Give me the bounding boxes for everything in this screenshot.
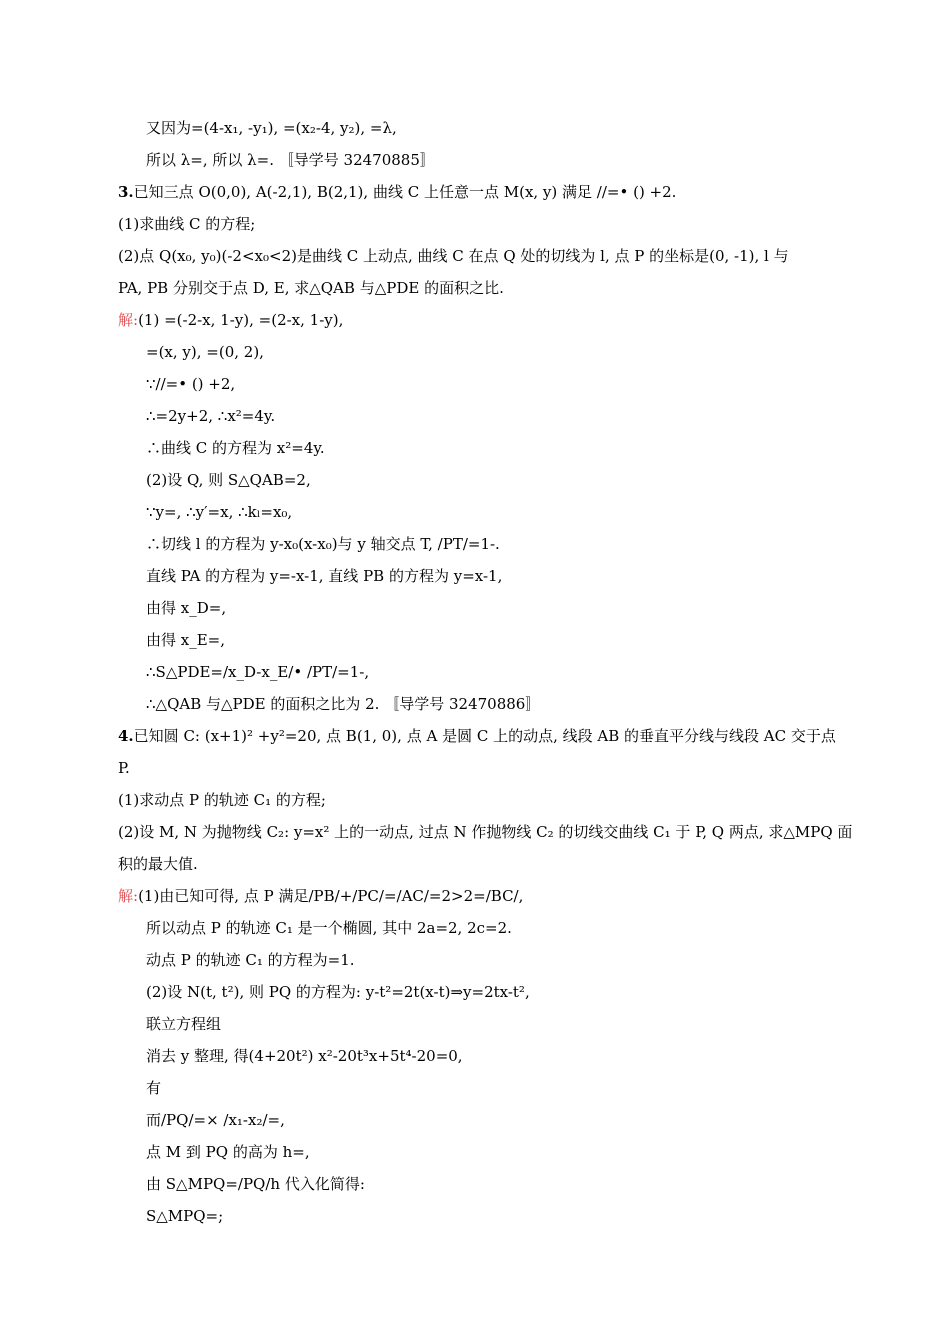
text-line: (2)设 M, N 为抛物线 C₂: y=x² 上的一动点, 过点 N 作抛物线 C₂ 的切线交曲线 C₁ 于 P, Q 两点, 求△MPQ 面	[118, 823, 853, 841]
text-line: 点 M 到 PQ 的高为 h=,	[146, 1143, 310, 1161]
text-line: 而/PQ/=× /x₁-x₂/=,	[146, 1111, 285, 1129]
text-line: (2)点 Q(x₀, y₀)(-2<x₀<2)是曲线 C 上动点, 曲线 C 在点 Q 处的切线为 l, 点 P 的坐标是(0, -1), l 与	[118, 247, 789, 265]
text-line: 联立方程组	[146, 1015, 222, 1033]
text-line: 由得 x_E=,	[146, 631, 226, 649]
text-line: 又因为=(4-x₁, -y₁), =(x₂-4, y₂), =λ,	[146, 119, 397, 137]
text-line: ∵//=• () +2,	[146, 375, 236, 393]
text-line: S△MPQ=;	[146, 1207, 224, 1225]
solution-label: 解:	[118, 311, 139, 329]
text-line: ∴S△PDE=/x_D-x_E/• /PT/=1-,	[146, 663, 370, 681]
solution-3	[118, 310, 343, 330]
text-line: P.	[118, 759, 130, 777]
question-3	[118, 182, 676, 202]
text-line: 所以 λ=, 所以 λ=. 〚导学号 32470885〛	[146, 151, 435, 169]
solution-text: (1) =(-2-x, 1-y), =(2-x, 1-y),	[138, 311, 344, 329]
text-line: 动点 P 的轨迹 C₁ 的方程为=1.	[146, 951, 355, 969]
text-line: 直线 PA 的方程为 y=-x-1, 直线 PB 的方程为 y=x-1,	[146, 567, 503, 585]
text-line: ∴△QAB 与△PDE 的面积之比为 2. 〚导学号 32470886〛	[146, 695, 541, 713]
solution-text: (1)由已知可得, 点 P 满足/PB/+/PC/=/AC/=2>2=/BC/,	[138, 887, 524, 905]
text-line: ∴曲线 C 的方程为 x²=4y.	[146, 439, 325, 457]
text-line: PA, PB 分别交于点 D, E, 求△QAB 与△PDE 的面积之比.	[118, 279, 504, 297]
text-line: ∵y=, ∴y′=x, ∴kₗ=x₀,	[146, 503, 293, 521]
text-line: 由得 x_D=,	[146, 599, 227, 617]
text-line: 所以动点 P 的轨迹 C₁ 是一个椭圆, 其中 2a=2, 2c=2.	[146, 919, 512, 937]
solution-label: 解:	[118, 887, 139, 905]
text-line: (2)设 Q, 则 S△QAB=2,	[146, 471, 311, 489]
question-number: 4.	[118, 727, 134, 745]
text-line: =(x, y), =(0, 2),	[146, 343, 264, 361]
text-line: (2)设 N(t, t²), 则 PQ 的方程为: y-t²=2t(x-t)⇒y=2tx-t²,	[146, 983, 530, 1001]
question-text: 已知圆 C: (x+1)² +y²=20, 点 B(1, 0), 点 A 是圆 C 上的动点, 线段 AB 的垂直平分线与线段 AC 交于点	[133, 727, 836, 745]
solution-4	[118, 886, 523, 906]
text-line: 由 S△MPQ=/PQ/h 代入化简得:	[146, 1175, 365, 1193]
text-line: ∴=2y+2, ∴x²=4y.	[146, 407, 276, 425]
text-line: (1)求动点 P 的轨迹 C₁ 的方程;	[118, 791, 326, 809]
question-text: 已知三点 O(0,0), A(-2,1), B(2,1), 曲线 C 上任意一点 M(x, y) 满足 //=• () +2.	[133, 183, 677, 201]
text-line: (1)求曲线 C 的方程;	[118, 215, 256, 233]
question-number: 3.	[118, 183, 134, 201]
question-4	[118, 726, 836, 746]
text-line: 消去 y 整理, 得(4+20t²) x²-20t³x+5t⁴-20=0,	[146, 1047, 463, 1065]
text-line: ∴切线 l 的方程为 y-x₀(x-x₀)与 y 轴交点 T, /PT/=1-.	[146, 535, 500, 553]
text-line: 积的最大值.	[118, 855, 198, 873]
text-line: 有	[146, 1079, 162, 1097]
